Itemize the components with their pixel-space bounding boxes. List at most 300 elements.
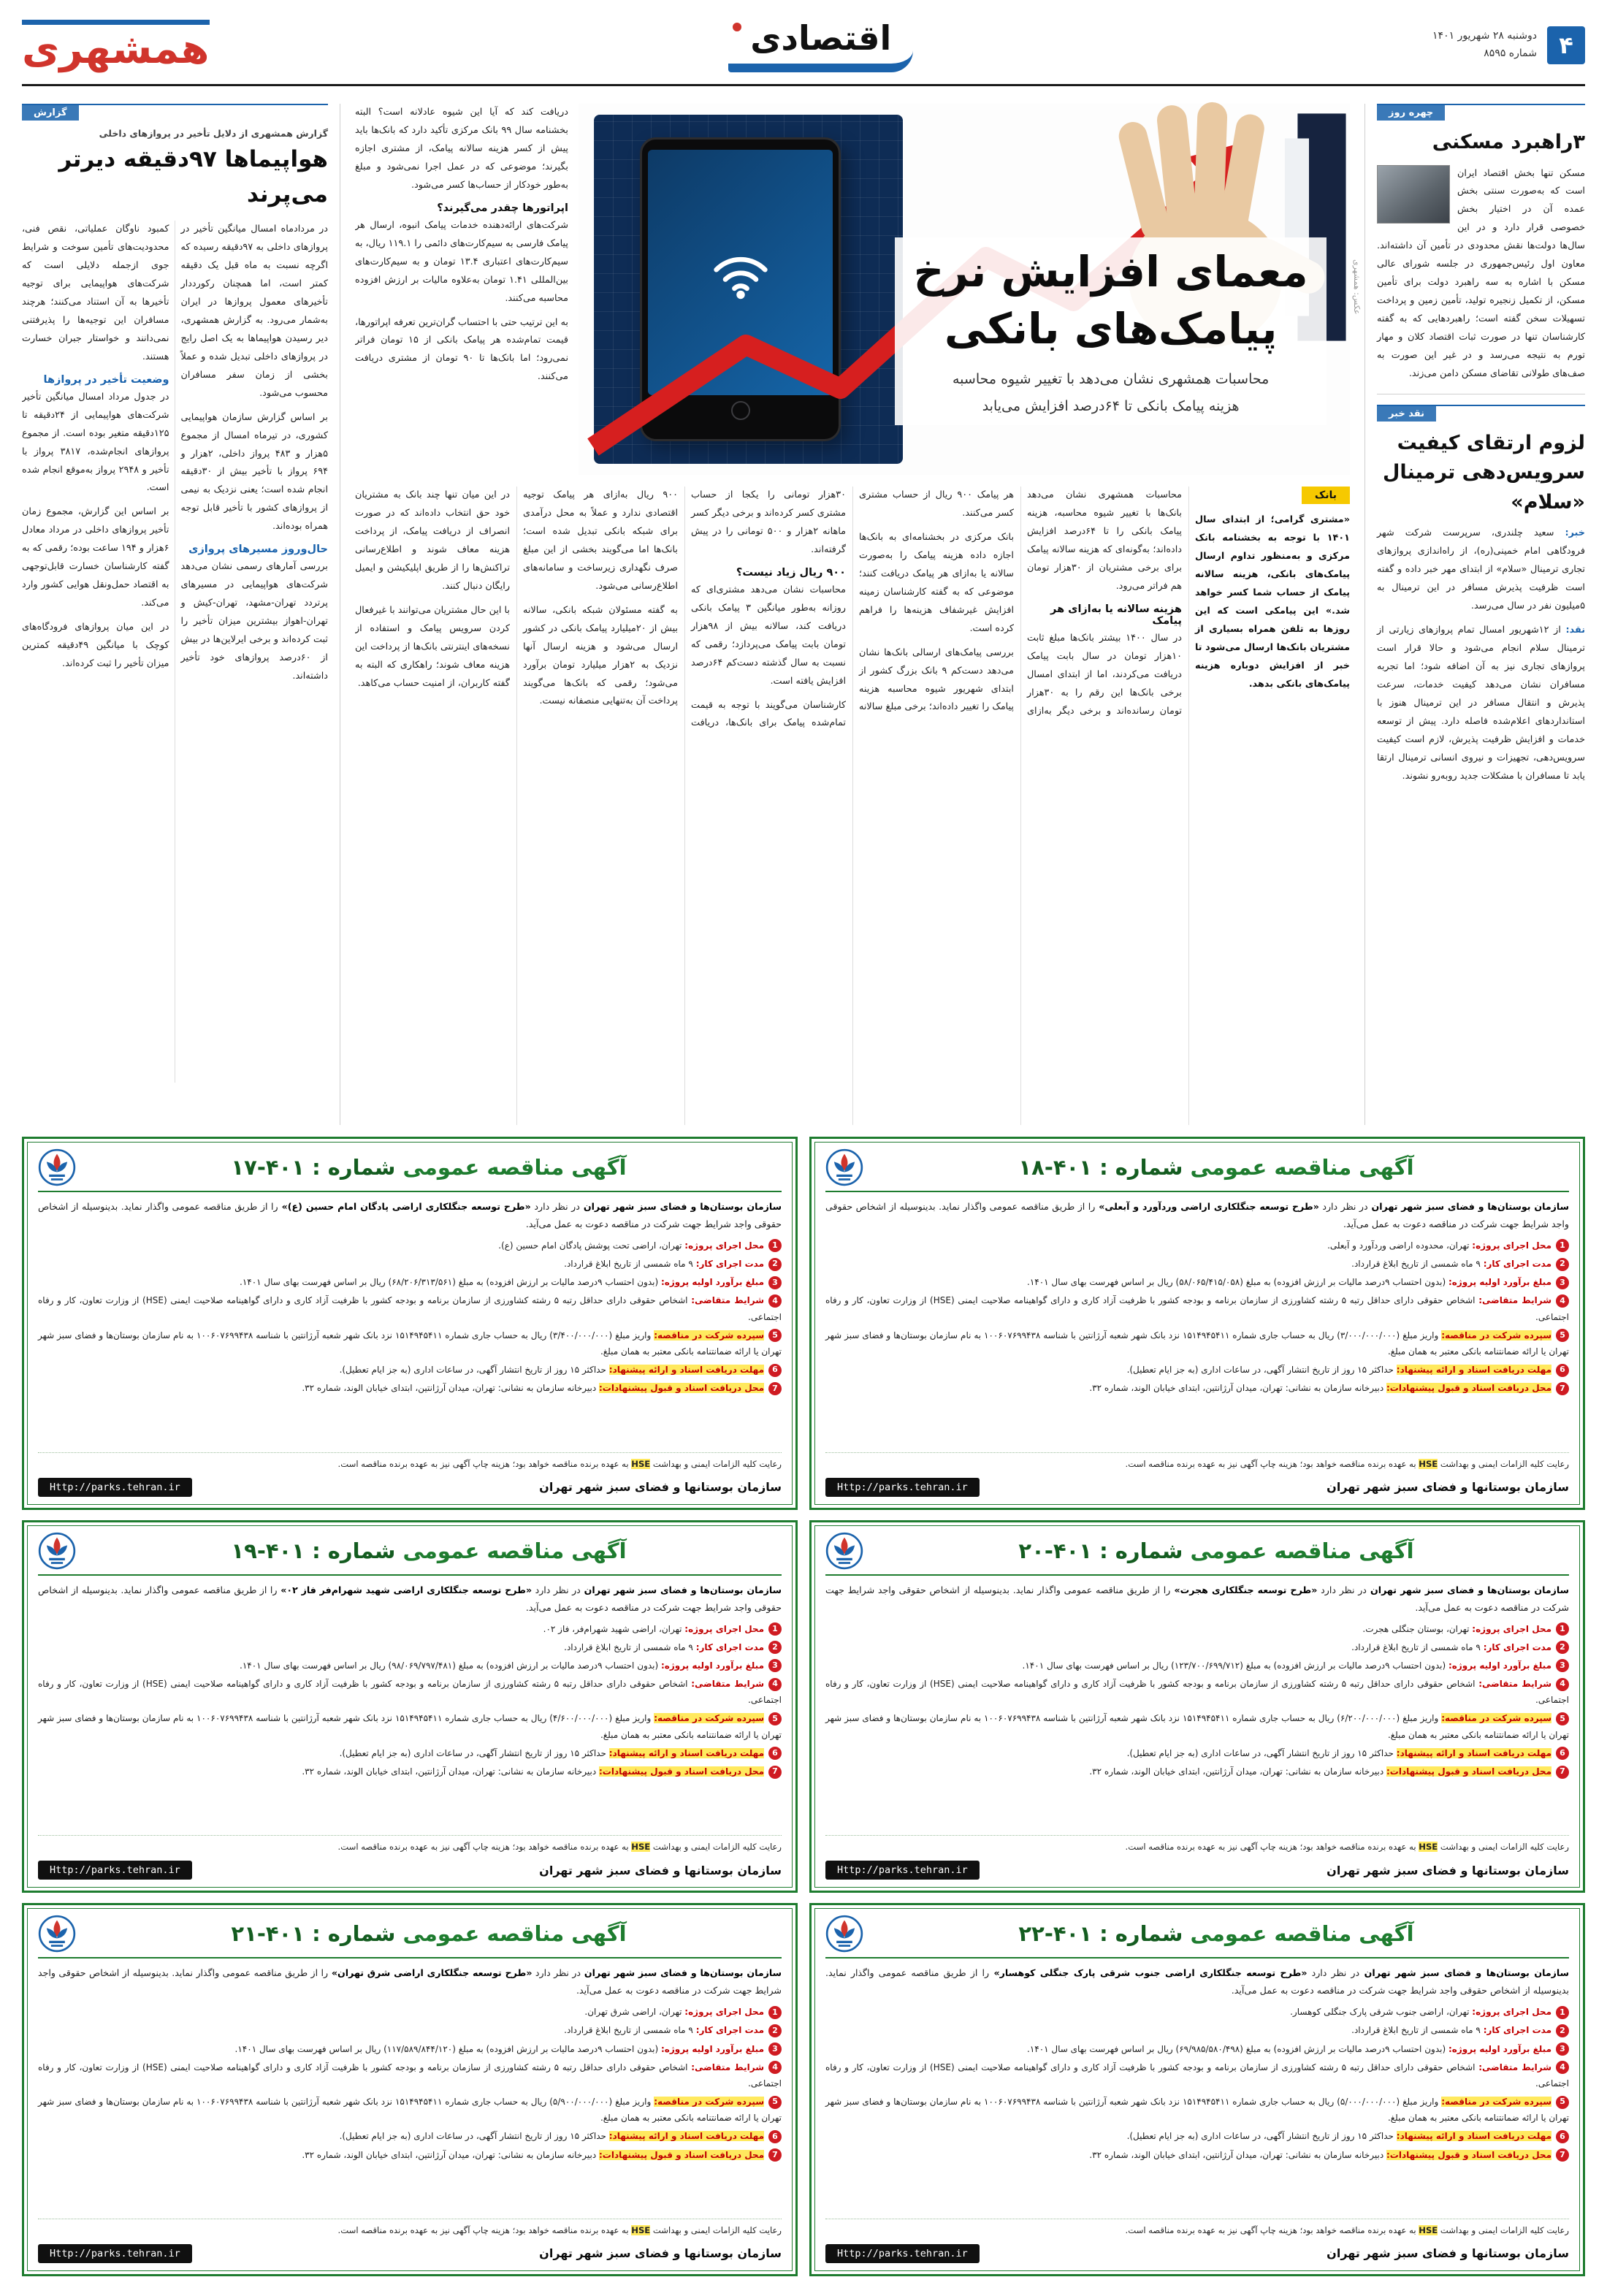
photo-credit: عکس: همشهری — [1352, 259, 1362, 315]
tender-item — [825, 1710, 1569, 1742]
tender-project-name: «طرح توسعه جنگلکاری اراضی وردآورد و آبعلی» — [1095, 1201, 1319, 1212]
article-tag: بانک — [1302, 487, 1350, 504]
municipality-logo-icon — [825, 1915, 863, 1953]
tender-note-post: به عهده برنده مناقصه خواهد بود؛ هزینه چاپ آگهی نیز به عهده برنده مناقصه است. — [1125, 1842, 1419, 1853]
tender-number: شماره : ۴۰۱-۲۱ — [231, 1921, 396, 1947]
item-label: شرایط متقاضی: — [691, 2062, 765, 2072]
item-text: تهران، محدوده اراضی وردآورد و آبعلی. — [1327, 1240, 1473, 1251]
tender-header — [825, 1532, 1569, 1576]
tender-intro-suffix: را از طریق مناقصه عمومی واگذار نماید. بدینوسیله از اشخاص حقوقی واجد شرایط جهت شرکت در مناقصه دعوت به عمل می‌آید. — [38, 1967, 782, 1996]
item-label: مبلغ برآورد اولیه پروژه: — [1448, 1660, 1551, 1671]
paragraph: با این حال مشتریان می‌توانند با غیرفعال کردن سرویس پیامک و استفاده از نسخه‌های اینترنتی بانک‌ها از پرداخت این هزینه معاف شوند؛ راهکاری که البته به گفته کاربران، از امنیت حساب می‌کاهد. — [355, 604, 510, 689]
item-text: واریز مبلغ (۵/۰۰۰/۰۰۰/۰۰۰) ریال به حساب جاری شماره ۱۵۱۴۹۴۵۴۱۱ نزد بانک شهر شعبه آرژانتین با شناسه ۱۰۰۶۰۷۶۹۹۴۳۸ به نام سازمان بوستان‌ها و فضای سبز شهر تهران یا ارائه ضمانتنامه بانکی معتبر به همان مبلغ. — [825, 2097, 1569, 2124]
report-kicker: گزارش — [22, 105, 79, 121]
tender-intro-mid: در نظر دارد — [1317, 1584, 1367, 1595]
item-number-badge: 5 — [1556, 1329, 1569, 1342]
item-label: مدت اجرای کار: — [1483, 2025, 1551, 2036]
main-subtitle-line2: هزینه پیامک بانکی تا ۶۴درصد افزایش می‌یابد — [982, 397, 1240, 414]
item-number-badge: 5 — [768, 2096, 782, 2109]
tender-items — [38, 1621, 782, 1833]
tender-item — [825, 2128, 1569, 2144]
item-number-badge: 7 — [1556, 2148, 1569, 2162]
item-number-badge: 2 — [768, 2024, 782, 2037]
item-number-badge: 1 — [1556, 1622, 1569, 1636]
tender-intro-mid: در نظر دارد — [532, 1584, 581, 1595]
tender-note-hse: HSE — [1419, 1458, 1438, 1469]
paragraph: بر اساس این گزارش، مجموع زمان تأخیر پروازهای داخلی در مرداد معادل ۶هزار و ۱۹۴ ساعت بوده؛ رقمی که به گفته کارشناسان خسارت قابل‌توجهی به اقتصاد حمل‌ونقل هوایی کشور وارد می‌کند. — [22, 506, 169, 609]
item-text: (بدون احتساب ۹درصد مالیات بر ارزش افزوده) به مبلغ (۹۸/۰۶۹/۷۹۷/۴۸۱) ریال بر اساس فهرست بهای سال ۱۴۰۱. — [239, 1660, 661, 1671]
municipality-logo-icon — [38, 1148, 76, 1186]
tender-item — [38, 2041, 782, 2057]
item-number-badge: 6 — [768, 1747, 782, 1760]
page-number: ۴ — [1547, 26, 1585, 64]
tender-item — [825, 2147, 1569, 2163]
item-label: محل اجرای پروژه: — [684, 2007, 764, 2018]
report-overline: گزارش همشهری از دلایل تأخیر در پروازهای داخلی — [99, 128, 328, 139]
tender-number: شماره : ۴۰۱-۱۷ — [231, 1155, 396, 1180]
tender-item — [38, 2094, 782, 2126]
item-text: واریز مبلغ (۳/۰۰۰/۰۰۰/۰۰۰) ریال به حساب جاری شماره ۱۵۱۴۹۴۵۴۱۱ نزد بانک شهر شعبه آرژانتین با شناسه ۱۰۰۶۰۷۶۹۹۴۳۸ به نام سازمان بوستان‌ها و فضای سبز شهر تهران یا ارائه ضمانتنامه بانکی معتبر به همان مبلغ. — [825, 1330, 1569, 1357]
item-label: شرایط متقاضی: — [1478, 1679, 1552, 1690]
item-number-badge: 1 — [768, 2006, 782, 2019]
tender-header — [38, 1532, 782, 1576]
item-label: محل اجرای پروژه: — [684, 1623, 764, 1634]
item-label: سپرده شرکت در مناقصه: — [1441, 1713, 1552, 1724]
item-number-badge: 1 — [1556, 2006, 1569, 2019]
paragraph: در مردادماه امسال میانگین تأخیر در پروازهای داخلی به ۹۷دقیقه رسیده که اگرچه نسبت به ماه قبل یک دقیقه کمتر است، اما همچنان رکورددار تأخیرهای معمول پروازها در ایران به‌شمار می‌رود. به گزارش همشهری، دیر رسیدن هواپیماها به یک اصل رایج در پروازهای داخلی تبدیل شده و عملاً بخشی از زمان سفر مسافران محسوب می‌شود. — [180, 224, 328, 399]
item-number-badge: 3 — [1556, 1276, 1569, 1289]
item-number-badge: 3 — [768, 2043, 782, 2056]
item-text: (بدون احتساب ۹درصد مالیات بر ارزش افزوده) به مبلغ (۱۲۳/۷۰۰/۶۹۹/۷۱۲) ریال بر اساس فهرست بهای سال ۱۴۰۱. — [1022, 1660, 1448, 1671]
tender-item — [38, 1362, 782, 1378]
face-body: مسکن تنها بخش اقتصاد ایران است که به‌صورت سنتی بخش عمده آن در اختیار بخش خصوصی قرار دارد و در این سال‌ها دولت‌ها نقش محدودی در تأمین آن داشته‌اند. معاون اول رئیس‌جمهوری در جلسه شورای عالی مسکن با اشاره به سه راهبرد دولت برای تأمین مسکن، از تکمیل زنجیره تولید، تأمین زمین و پرداخت تسهیلات سخن گفته است؛ راهبردهایی که به گفته کارشناسان تنها در صورت ثبات اقتصاد کلان و مهار تورم به نتیجه می‌رسد و در غیر این صورت به صف‌های طولانی تقاضای مسکن دامن می‌زند. — [1377, 167, 1585, 379]
tender-item — [825, 1362, 1569, 1378]
item-number-badge: 7 — [768, 2148, 782, 2162]
item-number-badge: 2 — [1556, 1641, 1569, 1654]
municipality-logo-icon — [38, 1915, 76, 1953]
item-label: مدت اجرای کار: — [1483, 1641, 1551, 1652]
item-label: مهلت دریافت اسناد و ارائه پیشنهاد: — [1396, 1747, 1551, 1758]
paragraph: بانک مرکزی در بخشنامه‌ای به بانک‌ها اجازه داده هزینه پیامک را به‌صورت سالانه یا به‌ازای هر پیامک دریافت کنند؛ موضوعی که به گفته کارشناسان زمینه افزایش غیرشفاف هزینه‌ها را فراهم کرده است. — [859, 531, 1014, 634]
item-text: ۹ ماه شمسی از تاریخ ابلاغ قرارداد. — [1351, 1259, 1484, 1270]
tender-item — [825, 1676, 1569, 1708]
tender-note — [38, 2219, 782, 2238]
item-label: محل دریافت اسناد و قبول پیشنهادات: — [598, 1766, 764, 1777]
item-label: محل اجرای پروژه: — [684, 1240, 764, 1251]
tender-note-post: به عهده برنده مناقصه خواهد بود؛ هزینه چاپ آگهی نیز به عهده برنده مناقصه است. — [337, 2225, 632, 2236]
item-label: سپرده شرکت در مناقصه: — [654, 1330, 765, 1340]
tender-url: Http://parks.tehran.ir — [38, 1478, 192, 1497]
tender-title: آگهی مناقصه عمومی — [402, 1538, 627, 1563]
item-label: مهلت دریافت اسناد و ارائه پیشنهاد: — [608, 2131, 764, 2142]
tender-item — [825, 2022, 1569, 2038]
paragraph: کارشناسان می‌گویند با توجه به قیمت تمام‌شده پیامک برای بانک‌ها، دریافت ۹۰۰ ریال به‌ازای هر پیامک توجیه اقتصادی ندارد و عملاً به محل درآمدی برای شبکه بانکی تبدیل شده است؛ بانک‌ها اما می‌گویند بخشی از این مبلغ صرف نگهداری زیرساخت و سامانه‌های اطلاع‌رسانی می‌شود. — [523, 489, 846, 729]
tender-intro-mid: در نظر دارد — [1307, 1967, 1360, 1979]
municipality-logo-icon — [825, 1148, 863, 1186]
tender-number: شماره : ۴۰۱-۲۰ — [1018, 1538, 1183, 1563]
tender-title: آگهی مناقصه عمومی — [1190, 1538, 1414, 1563]
note-title: لزوم ارتقای کیفیت سرویس‌دهی ترمینال «سلام» — [1383, 431, 1585, 514]
tender-item — [38, 2147, 782, 2163]
subhead: وضعیت تأخیر در پروازها — [43, 373, 169, 386]
item-number-badge: 2 — [768, 1258, 782, 1271]
item-number-badge: 3 — [1556, 2043, 1569, 2056]
subhead: هزینه سالانه یا به‌ازای هر پیامک — [1050, 603, 1182, 627]
report-kicker-row — [22, 104, 328, 121]
tender-item — [825, 1380, 1569, 1396]
tender-item — [38, 1710, 782, 1742]
main-subtitle-line1: محاسبات همشهری نشان می‌دهد با تغییر شیوه محاسبه — [952, 371, 1270, 388]
item-label: محل دریافت اسناد و قبول پیشنهادات: — [598, 2149, 764, 2160]
item-number-badge: 6 — [768, 1364, 782, 1377]
date-line: دوشنبه ۲۸ شهریور ۱۴۰۱ — [1432, 29, 1537, 42]
tender-item — [825, 2041, 1569, 2057]
item-text: حداکثر ۱۵ روز از تاریخ انتشار آگهی، در ساعات اداری (به جز ایام تعطیل). — [1126, 2131, 1397, 2142]
tender-footer-org: سازمان بوستانها و فضای سبز شهر تهران — [1327, 1480, 1569, 1495]
item-label: مبلغ برآورد اولیه پروژه: — [660, 1277, 764, 1288]
tender-box — [22, 1137, 798, 1510]
header-date-block — [1432, 26, 1585, 64]
item-text: حداکثر ۱۵ روز از تاریخ انتشار آگهی، در ساعات اداری (به جز ایام تعطیل). — [1126, 1365, 1397, 1376]
item-label: مدت اجرای کار: — [1483, 1259, 1551, 1270]
tender-intro-suffix: را از طریق مناقصه عمومی واگذار نماید. بدینوسیله از اشخاص حقوقی واجد شرایط جهت شرکت در مناقصه دعوت به عمل می‌آید. — [38, 1584, 782, 1613]
tender-item — [38, 1658, 782, 1674]
tender-project-name: «طرح توسعه جنگلکاری اراضی جنوب شرقی پارک جنگلی کوهسار» — [989, 1967, 1308, 1979]
tender-item — [38, 1292, 782, 1324]
tender-box — [809, 1520, 1585, 1893]
item-text: دبیرخانه سازمان به نشانی: تهران، میدان آرژانتین، ابتدای خیابان الوند، شماره ۳۲. — [1089, 1383, 1386, 1394]
item-text: اشخاص حقوقی دارای حداقل رتبه ۵ رشته کشاورزی از سازمان برنامه و بودجه کشور با ظرفیت آزاد کاری و دارای گواهینامه صلاحیت ایمنی (HSE) از وزارت تعاون، کار و رفاه اجتماعی. — [38, 1295, 782, 1322]
issue-line: شماره ۸۵۹۵ — [1484, 47, 1537, 59]
main-headline-block — [895, 237, 1327, 425]
tender-item — [38, 1621, 782, 1637]
tender-item — [825, 2094, 1569, 2126]
item-text: دبیرخانه سازمان به نشانی: تهران، میدان آرژانتین، ابتدای خیابان الوند، شماره ۳۲. — [1089, 2149, 1386, 2160]
tender-note — [825, 2219, 1569, 2238]
tender-box — [22, 1520, 798, 1893]
item-number-badge: 4 — [768, 2061, 782, 2074]
tender-title: آگهی مناقصه عمومی — [1190, 1921, 1414, 1947]
tender-number: شماره : ۴۰۱-۱۹ — [231, 1538, 396, 1563]
paragraph: شرکت‌های ارائه‌دهنده خدمات پیامک انبوه، ارسال هر پیامک فارسی به سیم‌کارت‌های دائمی را ۱۱۹.۱ ریال، به سیم‌کارت‌های اعتباری ۱۳.۴ تومان و به سیم‌کارت‌های بین‌المللی ۱.۴۱ تومان به‌علاوه مالیات بر ارزش افزوده محاسبه می‌کنند. — [355, 219, 568, 304]
item-text: (بدون احتساب ۹درصد مالیات بر ارزش افزوده) به مبلغ (۱۱۷/۵۸۹/۸۴۴/۱۲۰) ریال بر اساس فهرست بهای سال ۱۴۰۱. — [234, 2043, 661, 2054]
main-headline-line1: معمای افزایش نرخ — [913, 246, 1308, 297]
item-label: مهلت دریافت اسناد و ارائه پیشنهاد: — [1396, 1365, 1551, 1376]
paragraph: دریافت کند که آیا این شیوه عادلانه است؟ البته بخشنامه سال ۹۹ بانک مرکزی تأکید دارد که بانک‌ها باید پیش از کسر هزینه سالانه پیامک، از مشتری اجازه بگیرند؛ موضوعی که در عمل اجرا نمی‌شود و مبلغ به‌طور خودکار از حساب‌ها کسر می‌شود. — [355, 107, 568, 191]
item-number-badge: 3 — [768, 1659, 782, 1672]
tender-intro-org: سازمان بوستان‌ها و فضای سبز شهر تهران — [1359, 1967, 1569, 1979]
note-kicker-row — [1377, 405, 1585, 422]
face-of-day-article — [1377, 104, 1585, 384]
main-article — [355, 104, 1362, 1125]
tender-intro-org: سازمان بوستان‌ها و فضای سبز شهر تهران — [580, 1584, 782, 1595]
tender-item — [38, 1327, 782, 1359]
tender-box — [809, 1903, 1585, 2276]
item-text: واریز مبلغ (۵/۹۰۰/۰۰۰/۰۰۰) ریال به حساب جاری شماره ۱۵۱۴۹۴۵۴۱۱ نزد بانک شهر شعبه آرژانتین با شناسه ۱۰۰۶۰۷۶۹۹۴۳۸ به نام سازمان بوستان‌ها و فضای سبز شهر تهران یا ارائه ضمانتنامه بانکی معتبر به همان مبلغ. — [38, 2097, 782, 2124]
item-label: مدت اجرای کار: — [695, 1641, 764, 1652]
item-text: (بدون احتساب ۹درصد مالیات بر ارزش افزوده) به مبلغ (۶۸/۲۰۶/۳۱۳/۵۶۱) ریال بر اساس فهرست بهای سال ۱۴۰۱. — [239, 1277, 661, 1288]
item-text: اشخاص حقوقی دارای حداقل رتبه ۵ رشته کشاورزی از سازمان برنامه و بودجه کشور با ظرفیت آزاد کاری و دارای گواهینامه صلاحیت ایمنی (HSE) از وزارت تعاون، کار و رفاه اجتماعی. — [38, 1679, 782, 1706]
item-number-badge: 4 — [1556, 2061, 1569, 2074]
tender-project-name: «طرح توسعه جنگلکاری اراضی شهید شهرام‌فر فاز ۰۲» — [277, 1584, 533, 1595]
item-label: مهلت دریافت اسناد و ارائه پیشنهاد: — [608, 1365, 764, 1376]
tender-note-pre: رعایت کلیه الزامات ایمنی و بهداشت — [1438, 2225, 1569, 2236]
item-number-badge: 7 — [768, 1382, 782, 1395]
tender-item — [825, 2004, 1569, 2020]
tender-items — [38, 2004, 782, 2216]
face-kicker-row — [1377, 104, 1585, 121]
news-note-article — [1377, 405, 1585, 786]
item-number-badge: 6 — [768, 2130, 782, 2143]
tender-intro — [38, 1964, 782, 1999]
tender-item — [38, 2022, 782, 2038]
item-text: حداکثر ۱۵ روز از تاریخ انتشار آگهی، در ساعات اداری (به جز ایام تعطیل). — [339, 2131, 609, 2142]
tender-item — [825, 1763, 1569, 1780]
item-text: دبیرخانه سازمان به نشانی: تهران، میدان آرژانتین، ابتدای خیابان الوند، شماره ۳۲. — [1089, 1766, 1386, 1777]
tender-project-name: «طرح توسعه جنگلکاری اراضی شرق تهران» — [328, 1967, 533, 1979]
item-number-badge: 3 — [768, 1276, 782, 1289]
item-text: دبیرخانه سازمان به نشانی: تهران، میدان آرژانتین، ابتدای خیابان الوند، شماره ۳۲. — [302, 1766, 599, 1777]
tender-footer — [825, 2244, 1569, 2263]
tender-url: Http://parks.tehran.ir — [825, 2244, 980, 2263]
tender-intro-suffix: را از طریق مناقصه عمومی واگذار نماید. بدینوسیله از اشخاص حقوقی واجد شرایط جهت شرکت در مناقصه دعوت به عمل می‌آید. — [38, 1201, 782, 1229]
paragraph: بررسی آمارهای رسمی نشان می‌دهد شرکت‌های هواپیمایی در مسیرهای پرتردد تهران-مشهد، تهران-کیش و تهران-اهواز بیشترین میزان تأخیر را ثبت کرده‌اند و برخی ایرلاین‌ها در بیش از ۶۰درصد پروازهای خود تأخیر داشته‌اند. — [180, 561, 328, 682]
municipality-logo-icon — [38, 1532, 76, 1570]
paragraph: در جدول مرداد امسال میانگین تأخیر شرکت‌های هواپیمایی از ۲۴دقیقه تا ۱۲۵دقیقه متغیر بوده است. از مجموع پروازهای انجام‌شده، ۳۸۱۷ پرواز با تأخیر و ۲۹۴۸ پرواز به‌موقع انجام شده است. — [22, 391, 169, 494]
item-number-badge: 4 — [768, 1294, 782, 1308]
item-label: مدت اجرای کار: — [695, 1259, 764, 1270]
page-header — [22, 13, 1585, 86]
tender-item — [38, 1256, 782, 1272]
paragraph: «مشتری گرامی؛ از ابتدای سال ۱۴۰۱ با توجه به بخشنامه بانک مرکزی و به‌منظور تداوم ارسال پیامک‌های بانکی، هزینه سالانه پیامک از حساب شما کسر خواهد شد.» این پیامکی است که این روزها به تلفن همراه بسیاری از مشتریان بانک‌ها ارسال می‌شود تا خبر از افزایش دوباره هزینه پیامک‌های بانکی بدهد. — [1195, 514, 1350, 690]
tender-item — [825, 1745, 1569, 1761]
face-kicker: چهره روز — [1377, 105, 1445, 121]
paragraph: در این میان پروازهای فرودگاه‌های کوچک با میانگین ۴۹دقیقه کمترین میزان تأخیر را ثبت کرده‌اند. — [22, 622, 169, 670]
item-text: ۹ ماه شمسی از تاریخ ابلاغ قرارداد. — [1351, 2025, 1484, 2036]
tender-note — [825, 1835, 1569, 1855]
tender-intro — [38, 1582, 782, 1617]
paragraph: محاسبات نشان می‌دهد مشتری‌ای که روزانه به‌طور میانگین ۳ پیامک بانکی دریافت کند، سالانه بیش از ۹۸هزار تومان بابت پیامک می‌پردازد؛ رقمی که نسبت به سال گذشته دست‌کم ۶۴درصد افزایش یافته است. — [691, 584, 846, 687]
item-text: تهران، اراضی تحت پوشش پادگان امام حسین (ع). — [498, 1240, 685, 1251]
tender-note — [825, 1452, 1569, 1472]
item-label: محل اجرای پروژه: — [1472, 1240, 1551, 1251]
tender-intro-org: سازمان بوستان‌ها و فضای سبز شهر تهران — [1367, 1201, 1570, 1212]
tender-intro-suffix: را از طریق مناقصه عمومی واگذار نماید. بدینوسیله از اشخاص حقوقی واجد شرایط جهت شرکت در مناقصه دعوت به عمل می‌آید. — [825, 1967, 1569, 1996]
tender-item — [825, 1639, 1569, 1655]
item-number-badge: 2 — [1556, 2024, 1569, 2037]
brand-logo-text: همشهری — [22, 26, 210, 73]
item-number-badge: 4 — [768, 1678, 782, 1691]
tender-note-pre: رعایت کلیه الزامات ایمنی و بهداشت — [1438, 1842, 1569, 1853]
tender-footer — [825, 1861, 1569, 1880]
tender-note-post: به عهده برنده مناقصه خواهد بود؛ هزینه چاپ آگهی نیز به عهده برنده مناقصه است. — [337, 1458, 632, 1469]
tender-title: آگهی مناقصه عمومی — [402, 1155, 627, 1180]
item-text: تهران، اراضی شرق تهران. — [584, 2007, 685, 2018]
tender-item — [38, 1639, 782, 1655]
tender-url: Http://parks.tehran.ir — [38, 1861, 192, 1880]
item-number-badge: 7 — [1556, 1766, 1569, 1779]
main-article-body — [355, 487, 1350, 1125]
item-text: (بدون احتساب ۹درصد مالیات بر ارزش افزوده) به مبلغ (۵۸/۰۶۵/۴۱۵/۰۵۸) ریال بر اساس فهرست بهای سال ۱۴۰۱. — [1026, 1277, 1448, 1288]
paragraph: محاسبات همشهری نشان می‌دهد بانک‌ها با تغییر شیوه محاسبه، هزینه پیامک بانکی را تا ۶۴درصد افزایش داده‌اند؛ به‌گونه‌ای که هزینه سالانه پیامک برای برخی مشتریان از ۳۰هزار تومان هم فراتر می‌رود. — [1027, 489, 1183, 592]
tender-box — [809, 1137, 1585, 1510]
tender-intro — [825, 1582, 1569, 1617]
section-badge-label: اقتصادی — [750, 18, 892, 58]
tender-header — [825, 1148, 1569, 1192]
tender-header — [825, 1915, 1569, 1959]
tender-note-post: به عهده برنده مناقصه خواهد بود؛ هزینه چاپ آگهی نیز به عهده برنده مناقصه است. — [1125, 2225, 1419, 2236]
note-body — [1377, 525, 1585, 785]
item-number-badge: 1 — [768, 1622, 782, 1636]
tender-header — [38, 1915, 782, 1959]
subhead: اپراتورها چقدر می‌گیرند؟ — [437, 202, 568, 214]
item-text: واریز مبلغ (۴/۶۰۰/۰۰۰/۰۰۰) ریال به حساب جاری شماره ۱۵۱۴۹۴۵۴۱۱ نزد بانک شهر شعبه آرژانتین با شناسه ۱۰۰۶۰۷۶۹۹۴۳۸ به نام سازمان بوستان‌ها و فضای سبز شهر تهران یا ارائه ضمانتنامه بانکی معتبر به همان مبلغ. — [38, 1713, 782, 1740]
item-label: محل اجرای پروژه: — [1472, 1623, 1551, 1634]
tender-note-pre: رعایت کلیه الزامات ایمنی و بهداشت — [650, 1842, 782, 1853]
item-text: تهران، اراضی شهید شهرام‌فر، فاز ۰۲. — [543, 1623, 685, 1634]
item-text: ۹ ماه شمسی از تاریخ ابلاغ قرارداد. — [564, 2025, 696, 2036]
tender-intro-org: سازمان بوستان‌ها و فضای سبز شهر تهران — [1366, 1584, 1569, 1595]
item-label: سپرده شرکت در مناقصه: — [654, 2097, 765, 2108]
tender-footer-org: سازمان بوستانها و فضای سبز شهر تهران — [539, 1863, 782, 1877]
main-subtitle — [898, 366, 1324, 419]
brand-logo — [22, 20, 210, 73]
tender-note-hse: HSE — [631, 1842, 651, 1853]
tender-item — [38, 1380, 782, 1396]
tender-item — [38, 1274, 782, 1290]
tender-intro-mid: در نظر دارد — [530, 1201, 580, 1212]
tender-items — [825, 2004, 1569, 2216]
tender-section — [22, 1137, 1585, 2276]
right-column — [1364, 104, 1585, 1125]
item-number-badge: 7 — [768, 1766, 782, 1779]
item-text: حداکثر ۱۵ روز از تاریخ انتشار آگهی، در ساعات اداری (به جز ایام تعطیل). — [339, 1365, 609, 1376]
paragraph: به گفته مسئولان شبکه بانکی، سالانه بیش از ۲۰میلیارد پیامک بانکی در کشور ارسال می‌شود و هزینه ارسال آنها نزدیک به ۲هزار میلیارد تومان برآورد می‌شود؛ رقمی که بانک‌ها می‌گویند پرداخت آن به‌تنهایی منصفانه نیست. — [523, 604, 678, 707]
tender-intro-suffix: را از طریق مناقصه عمومی واگذار نماید. بدینوسیله از اشخاص حقوقی واجد شرایط جهت شرکت در مناقصه دعوت به عمل می‌آید. — [825, 1584, 1569, 1613]
item-label: محل دریافت اسناد و قبول پیشنهادات: — [598, 1383, 764, 1394]
tender-note-hse: HSE — [631, 1458, 651, 1469]
tender-items — [825, 1621, 1569, 1833]
item-text: (بدون احتساب ۹درصد مالیات بر ارزش افزوده) به مبلغ (۶۹/۹۸۵/۵۸۰/۴۹۸) ریال بر اساس فهرست بهای سال ۱۴۰۱. — [1026, 2043, 1448, 2054]
report-headline: هواپیماها ۹۷دقیقه دیرتر می‌پرند — [58, 146, 328, 208]
item-number-badge: 1 — [768, 1239, 782, 1252]
item-label: محل اجرای پروژه: — [1472, 2007, 1551, 2018]
item-number-badge: 6 — [1556, 1747, 1569, 1760]
item-number-badge: 5 — [768, 1329, 782, 1342]
tender-item — [825, 1658, 1569, 1674]
tender-note-hse: HSE — [631, 2225, 651, 2236]
tender-item — [38, 2128, 782, 2144]
tender-items — [38, 1237, 782, 1449]
paragraph: بررسی پیامک‌های ارسالی بانک‌ها نشان می‌دهد دست‌کم ۹ بانک بزرگ کشور از ابتدای شهریور شیوه محاسبه هزینه پیامک را تغییر داده‌اند؛ برخی مبلغ سالانه ۳۰هزار تومانی را یکجا از حساب مشتری کسر کرده‌اند و برخی دیگر کسر ماهانه ۲هزار و ۵۰۰ تومانی را در پیش گرفته‌اند. — [691, 489, 1014, 713]
tender-item — [825, 1292, 1569, 1324]
item-number-badge: 5 — [1556, 2096, 1569, 2109]
tender-item — [825, 2059, 1569, 2091]
tender-intro-mid: در نظر دارد — [532, 1967, 581, 1979]
tender-intro-org: سازمان بوستان‌ها و فضای سبز شهر تهران — [579, 1201, 782, 1212]
tender-project-name: «طرح توسعه جنگلکاری هجرت» — [1170, 1584, 1318, 1595]
tender-footer-org: سازمان بوستانها و فضای سبز شهر تهران — [539, 1480, 782, 1495]
item-number-badge: 2 — [1556, 1258, 1569, 1271]
upper-section — [22, 104, 1585, 1125]
tender-note — [38, 1835, 782, 1855]
paragraph: بر اساس گزارش سازمان هواپیمایی کشوری، در تیرماه امسال از مجموع ۵هزار و ۴۸۳ پرواز داخلی، ۲هزار و ۶۹۴ پرواز با تأخیر بیش از ۳۰دقیقه انجام شده است؛ یعنی نزدیک به نیمی از پروازهای کشور با تأخیر قابل توجه همراه بوده‌اند. — [180, 411, 328, 533]
item-text: تهران، اراضی جنوب شرقی پارک جنگلی کوهسار. — [1290, 2007, 1473, 2018]
paragraph: خبر: سعید چلندری، سرپرست شرکت شهر فرودگاهی امام خمینی(ره)، از راه‌اندازی پروازهای تجاری ترمینال «سلام» از ابتدای مهر خبر داده و گفته است ظرفیت پذیرش مسافر در این ترمینال به ۵میلیون نفر در سال می‌رسد. — [1377, 527, 1585, 612]
tender-note-hse: HSE — [1419, 1842, 1438, 1853]
tender-title: آگهی مناقصه عمومی — [1190, 1155, 1414, 1180]
tender-intro — [38, 1198, 782, 1233]
item-label: سپرده شرکت در مناقصه: — [1441, 1330, 1552, 1340]
item-number-badge: 7 — [1556, 1382, 1569, 1395]
tender-intro-mid: در نظر دارد — [1318, 1201, 1368, 1212]
item-number-badge: 4 — [1556, 1294, 1569, 1308]
tender-intro — [825, 1198, 1569, 1233]
item-label: محل دریافت اسناد و قبول پیشنهادات: — [1386, 1766, 1551, 1777]
paragraph: نقد: از ۱۲شهریور امسال تمام پروازهای زیارتی از ترمینال سلام انجام می‌شود و حالا قرار است پروازهای تجاری نیز به آن اضافه شود؛ اما تجربه مسافران نشان می‌دهد کیفیت خدمات، سرعت پذیرش و انتقال مسافر در این ترمینال هنوز با استانداردهای اعلام‌شده فاصله دارد. پیش از توسعه خدمات و افزایش ظرفیت پذیرش، لازم است کیفیت سرویس‌دهی، تجهیزات و نیروی انسانی ترمینال ارتقا یابد تا مسافران با مشکلات جدید روبه‌رو نشوند. — [1377, 625, 1585, 782]
tender-item — [825, 1274, 1569, 1290]
item-text: اشخاص حقوقی دارای حداقل رتبه ۵ رشته کشاورزی از سازمان برنامه و بودجه کشور با ظرفیت آزاد کاری و دارای گواهینامه صلاحیت ایمنی (HSE) از وزارت تعاون، کار و رفاه اجتماعی. — [38, 2062, 782, 2089]
item-number-badge: 6 — [1556, 2130, 1569, 2143]
tender-item — [38, 2059, 782, 2091]
paragraph-leadin: خبر: — [1565, 527, 1585, 539]
item-number-badge: 2 — [768, 1641, 782, 1654]
item-text: تهران، بوستان جنگلی هجرت. — [1362, 1623, 1473, 1634]
tender-item — [38, 1676, 782, 1708]
tender-project-name: «طرح توسعه جنگلکاری اراضی پادگان امام حسین (ع)» — [278, 1201, 531, 1212]
item-text: اشخاص حقوقی دارای حداقل رتبه ۵ رشته کشاورزی از سازمان برنامه و بودجه کشور با ظرفیت آزاد کاری و دارای گواهینامه صلاحیت ایمنی (HSE) از وزارت تعاون، کار و رفاه اجتماعی. — [825, 1679, 1569, 1706]
tender-intro — [825, 1964, 1569, 1999]
portrait-photo — [1377, 165, 1450, 224]
tender-footer — [38, 1861, 782, 1880]
main-photo — [579, 104, 1362, 475]
note-kicker: نقد خبر — [1377, 406, 1436, 422]
report-body — [22, 221, 328, 1083]
report-column — [22, 104, 340, 1125]
tender-note-pre: رعایت کلیه الزامات ایمنی و بهداشت — [1438, 1458, 1569, 1469]
tender-number: شماره : ۴۰۱-۲۲ — [1018, 1921, 1183, 1947]
tender-url: Http://parks.tehran.ir — [825, 1478, 980, 1497]
tender-note-pre: رعایت کلیه الزامات ایمنی و بهداشت — [650, 2225, 782, 2236]
tender-item — [825, 1237, 1569, 1254]
tender-note-post: به عهده برنده مناقصه خواهد بود؛ هزینه چاپ آگهی نیز به عهده برنده مناقصه است. — [337, 1842, 632, 1853]
tender-title: آگهی مناقصه عمومی — [402, 1921, 627, 1947]
tender-note-post: به عهده برنده مناقصه خواهد بود؛ هزینه چاپ آگهی نیز به عهده برنده مناقصه است. — [1125, 1458, 1419, 1469]
item-label: شرایط متقاضی: — [1478, 2062, 1552, 2072]
tender-items — [825, 1237, 1569, 1449]
tender-item — [38, 1745, 782, 1761]
tender-footer-org: سازمان بوستانها و فضای سبز شهر تهران — [1327, 1863, 1569, 1877]
item-label: شرایط متقاضی: — [691, 1295, 765, 1306]
item-number-badge: 5 — [768, 1712, 782, 1725]
tender-item — [825, 1327, 1569, 1359]
tender-url: Http://parks.tehran.ir — [38, 2244, 192, 2263]
tender-intro-suffix: را از طریق مناقصه عمومی واگذار نماید. بدینوسیله از اشخاص حقوقی واجد شرایط جهت شرکت در مناقصه دعوت به عمل می‌آید. — [825, 1201, 1569, 1229]
item-label: مهلت دریافت اسناد و ارائه پیشنهاد: — [608, 1747, 764, 1758]
tender-footer — [38, 2244, 782, 2263]
item-text: اشخاص حقوقی دارای حداقل رتبه ۵ رشته کشاورزی از سازمان برنامه و بودجه کشور با ظرفیت آزاد کاری و دارای گواهینامه صلاحیت ایمنی (HSE) از وزارت تعاون، کار و رفاه اجتماعی. — [825, 1295, 1569, 1322]
tender-note-hse: HSE — [1419, 2225, 1438, 2236]
item-label: مدت اجرای کار: — [695, 2025, 764, 2036]
tender-header — [38, 1148, 782, 1192]
tender-item — [38, 1763, 782, 1780]
item-text: اشخاص حقوقی دارای حداقل رتبه ۵ رشته کشاورزی از سازمان برنامه و بودجه کشور با ظرفیت آزاد کاری و دارای گواهینامه صلاحیت ایمنی (HSE) از وزارت تعاون، کار و رفاه اجتماعی. — [825, 2062, 1569, 2089]
item-label: مهلت دریافت اسناد و ارائه پیشنهاد: — [1396, 2131, 1551, 2142]
item-label: مبلغ برآورد اولیه پروژه: — [1448, 2043, 1551, 2054]
item-text: ۹ ماه شمسی از تاریخ ابلاغ قرارداد. — [1351, 1641, 1484, 1652]
item-label: شرایط متقاضی: — [1478, 1295, 1552, 1306]
tender-note-pre: رعایت کلیه الزامات ایمنی و بهداشت — [650, 1458, 782, 1469]
